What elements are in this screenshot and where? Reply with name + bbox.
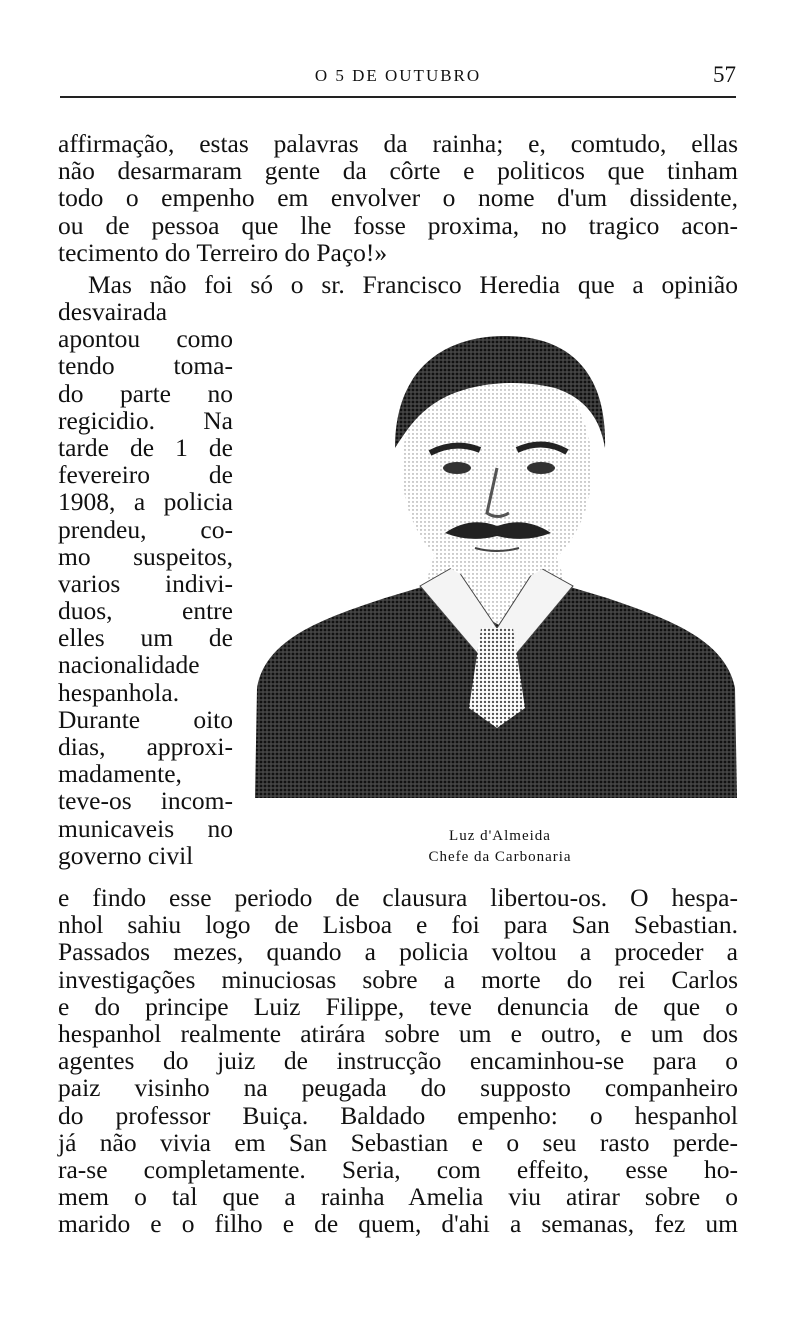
text-line: ou de pessoa que lhe fosse proxima, no tragico acon- (58, 210, 738, 240)
text-line: tendo toma- (58, 351, 233, 381)
text-line: tecimento do Terreiro do Paço!» (58, 237, 388, 267)
paragraph-main-first-line (58, 271, 738, 298)
text-line: fevereiro de (58, 460, 233, 490)
text-line: duos, entre (58, 596, 233, 626)
text-line: marido e o filho e de quem, d'ahi a semanas, fez um (58, 1209, 738, 1239)
text-line: hespanhol realmente atirára sobre um e outro, e um dos (58, 1018, 738, 1048)
text-line: paiz visinho na peugada do supposto companheiro (58, 1073, 738, 1103)
text-line: prendeu, co- (58, 514, 233, 544)
text-line: teve-os incom- (58, 786, 233, 816)
text-line: nacionalidade (58, 650, 200, 680)
caption-title: Chefe da Carbonaria (428, 849, 572, 865)
text-line: tarde de 1 de (58, 432, 233, 462)
portrait-photo (255, 328, 737, 798)
text-line: affirmação, estas palavras da rainha; e, comtudo, ellas (58, 129, 738, 158)
text-line: do professor Buiça. Baldado empenho: o hespanhol (58, 1100, 738, 1130)
text-line: ra-se completamente. Seria, com effeito, esse ho- (58, 1154, 738, 1184)
text-line: Passados mezes, quando a policia voltou a proceder a (58, 937, 738, 967)
portrait-caption (360, 826, 640, 868)
text-line: desvairada (58, 297, 168, 326)
text-line: regicidio. Na (58, 405, 233, 435)
text-line: não desarmaram gente da côrte e politicos que tinham (58, 156, 738, 186)
text-line: governo civil (58, 840, 194, 870)
text-line: 1908, a policia (58, 487, 233, 517)
right-eye (527, 462, 555, 474)
paragraph-top (58, 130, 738, 266)
page-number: 57 (713, 62, 736, 87)
left-eye (443, 462, 471, 474)
text-line: apontou como (58, 324, 233, 354)
text-line: elles um de (58, 623, 233, 653)
page-header (60, 62, 736, 92)
text-line: varios indivi- (58, 568, 233, 598)
text-line: municaveis no (58, 813, 233, 843)
text-line: e findo esse periodo de clausura libertou-os. O hespa- (58, 883, 738, 912)
text-line: mo suspeitos, (58, 541, 233, 571)
text-line: nhol sahiu logo de Lisboa e foi para San Sebastian. (58, 910, 738, 940)
text-line: madamente, (58, 759, 182, 789)
text-line: investigações minuciosas sobre a morte do rei Carlos (58, 964, 738, 994)
running-title: O 5 DE OUTUBRO (314, 66, 482, 85)
text-line: agentes do juiz de instrucção encaminhou-se para o (58, 1046, 738, 1076)
text-line: já não vivia em San Sebastian e o seu rasto perde- (58, 1127, 738, 1157)
paragraph-side-column (58, 298, 233, 869)
caption-name: Luz d'Almeida (449, 828, 551, 844)
text-line: todo o empenho em envolver o nome d'um dissidente, (58, 183, 738, 213)
text-line: e do principe Luiz Filippe, teve denuncia de que o (58, 991, 738, 1021)
text-line: Durante oito (58, 704, 233, 734)
text-line: do parte no (58, 378, 233, 408)
text-line: hespanhola. (58, 677, 180, 707)
text-line: Mas não foi só o sr. Francisco Heredia que a opinião (88, 270, 738, 299)
text-line: dias, approxi- (58, 732, 233, 761)
text-line: mem o tal que a rainha Amelia viu atirar sobre o (58, 1182, 738, 1212)
header-rule (60, 96, 736, 98)
paragraph-bottom (58, 884, 738, 1237)
